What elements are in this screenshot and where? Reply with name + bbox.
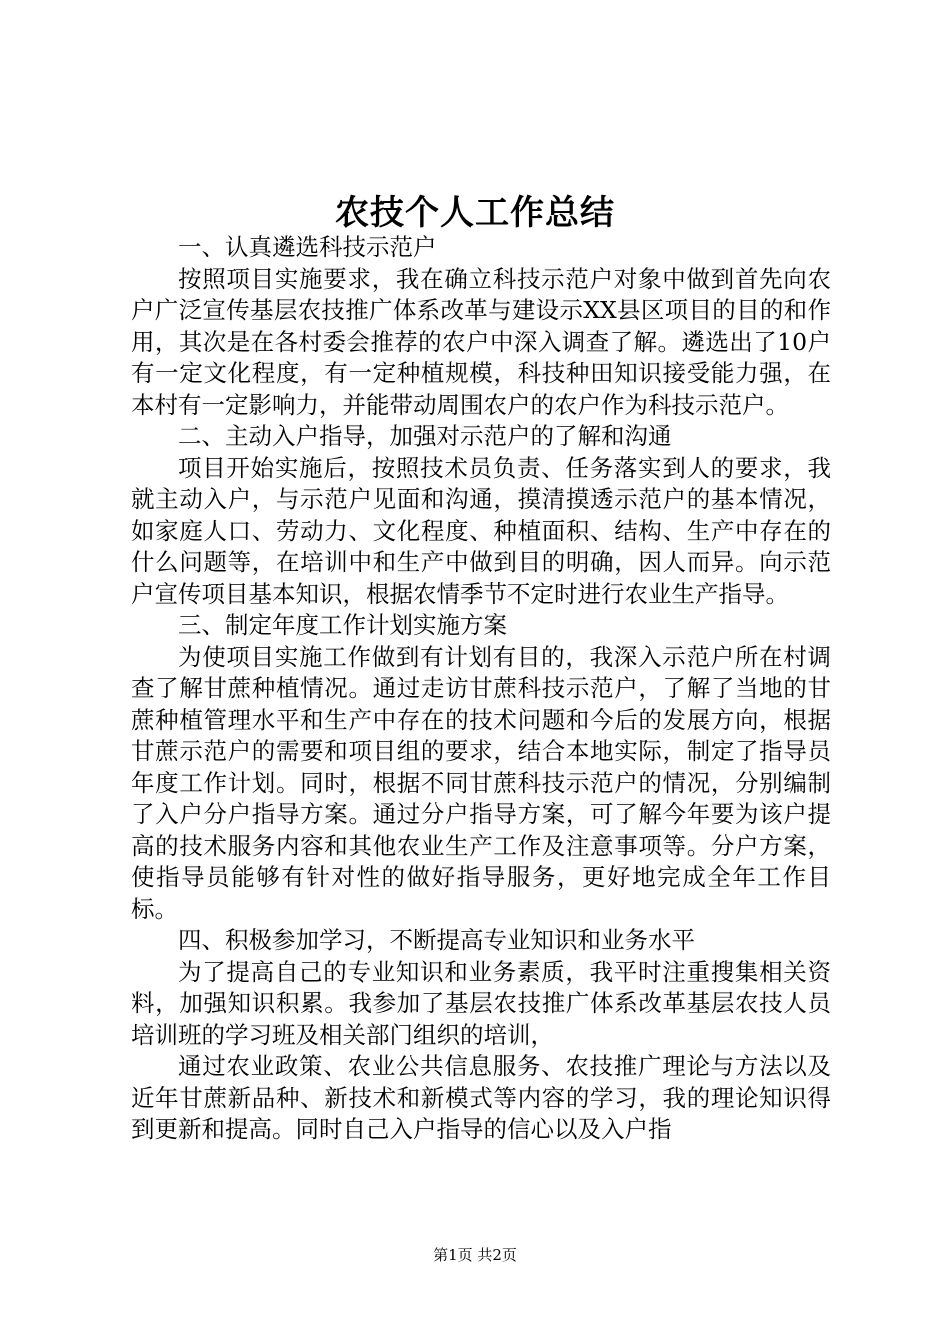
- body-paragraph-3: 为使项目实施工作做到有计划有目的，我深入示范户所在村调查了解甘蔗种植情况。通过走访甘蔗科技示范户，了解了当地的甘蔗种植管理水平和生产中存在的技术问题和今后的发展方向，根据甘蔗示范户的需要和项目组的要求，结合本地实际，制定了指导员年度工作计划。同时，根据不同甘蔗科技示范户的情况，分别编制了入户分户指导方案。通过分户指导方案，可了解今年要为该户提高的技术服务内容和其他农业生产工作及注意事项等。分户方案，使指导员能够有针对性的做好指导服务，更好地完成全年工作目标。: [131, 642, 831, 923]
- section-heading-1: 一、认真遴选科技示范户: [178, 233, 437, 261]
- document-body: [131, 232, 831, 1146]
- body-paragraph-4: 为了提高自己的专业知识和业务素质，我平时注重搜集相关资料，加强知识积累。我参加了基层农技推广体系改革基层农技人员培训班的学习班及相关部门组织的培训，: [131, 957, 831, 1049]
- body-paragraph-2: 项目开始实施后，按照技术员负责、任务落实到人的要求，我就主动入户，与示范户见面和沟通，摸清摸透示范户的基本情况，如家庭人口、劳动力、文化程度、种植面积、结构、生产中存在的什么问题等，在培训中和生产中做到目的明确，因人而异。向示范户宣传项目基本知识，根据农情季节不定时进行农业生产指导。: [131, 453, 831, 608]
- section-heading-4: 四、积极参加学习，不断提高专业知识和业务水平: [178, 926, 695, 954]
- section-heading-2: 二、主动入户指导，加强对示范户的了解和沟通: [178, 422, 672, 450]
- page-number-footer: 第1页 共2页: [433, 1246, 517, 1264]
- section-heading-3: 三、制定年度工作计划实施方案: [178, 611, 507, 639]
- body-paragraph-5: 通过农业政策、农业公共信息服务、农技推广理论与方法以及近年甘蔗新品种、新技术和新模式等内容的学习，我的理论知识得到更新和提高。同时自己入户指导的信心以及入户指: [131, 1052, 831, 1143]
- body-paragraph-1: 按照项目实施要求，我在确立科技示范户对象中做到首先向农户广泛宣传基层农技推广体系改革与建设示XX县区项目的目的和作用，其次是在各村委会推荐的农户中深入调查了解。遴选出了10户有一定文化程度，有一定种植规模，科技种田知识接受能力强，在本村有一定影响力，并能带动周围农户的农户作为科技示范户。: [131, 264, 831, 419]
- document-title: 农技个人工作总结: [335, 193, 615, 233]
